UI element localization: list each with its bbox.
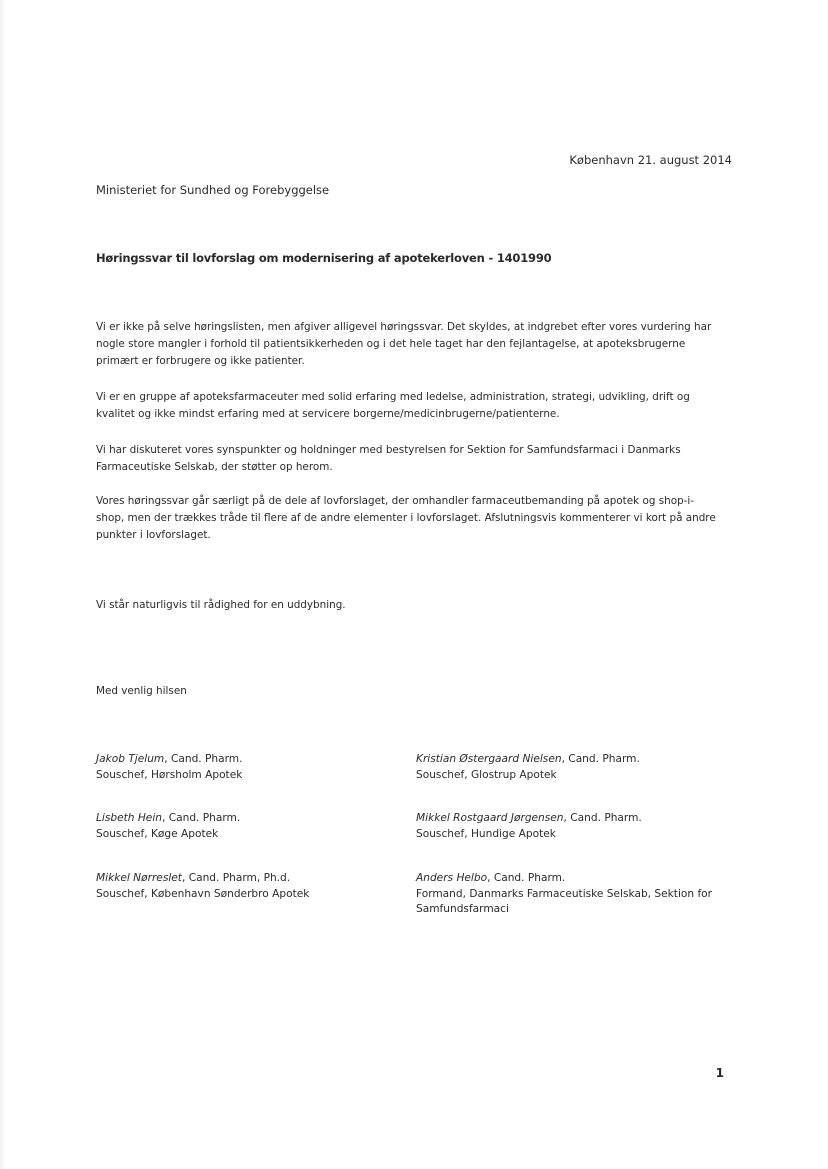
signatory-name: Anders Helbo: [416, 872, 488, 884]
signatory-role: Souschef, Hørsholm Apotek: [96, 768, 243, 781]
signatory-block: [416, 811, 721, 842]
signatory-name: Kristian Østergaard Nielsen: [416, 753, 562, 765]
body-paragraph: Vi er ikke på selve høringslisten, men afgiver alligevel høringssvar. Det skyldes, at indgrebet efter vores vurdering har nogle store mangler i forhold til patientsikkerheden og i det hele taget har den fejlantagelse, at apoteksbrugerne primært er forbrugere og ikke patienter.: [96, 321, 712, 367]
signatory-title: , Cand. Pharm, Ph.d.: [181, 872, 291, 884]
signatory-name-line: [416, 811, 721, 827]
signatory-name: Mikkel Rostgaard Jørgensen: [416, 812, 564, 824]
signatory-title: , Cand. Pharm.: [563, 812, 642, 824]
signatory-name: Jakob Tjelum: [96, 753, 165, 765]
signatory-name-line: [416, 871, 721, 887]
body-paragraph: Vi har diskuteret vores synspunkter og holdninger med bestyrelsen for Sektion for Samfundsfarmaci i Danmarks Farmaceutiske Selskab, der støtter op herom.: [96, 444, 681, 473]
signatory-role: Formand, Danmarks Farmaceutiske Selskab, Sektion for Samfundsfarmaci: [416, 887, 713, 915]
page-number: 1: [715, 1066, 724, 1080]
signatory-name-line: [96, 752, 426, 768]
signatory-block: [96, 871, 426, 902]
signatory-block: [96, 811, 426, 842]
signatory-name-line: [96, 871, 426, 887]
signatory-title: , Cand. Pharm.: [487, 872, 566, 884]
closing-greeting: Med venlig hilsen: [96, 685, 187, 697]
signatory-block: [416, 871, 721, 918]
signatory-title: , Cand. Pharm.: [164, 753, 243, 765]
scan-edge-shadow: [0, 0, 6, 1169]
signatory-role: Souschef, Hundige Apotek: [416, 827, 556, 840]
signatory-name: Mikkel Nørreslet: [96, 872, 182, 884]
signatory-title: , Cand. Pharm.: [561, 753, 640, 765]
signatory-role: Souschef, København Sønderbro Apotek: [96, 887, 310, 900]
signatory-name: Lisbeth Hein: [96, 812, 162, 824]
letter-date: København 21. august 2014: [569, 153, 732, 167]
body-paragraph: Vi står naturligvis til rådighed for en uddybning.: [96, 599, 346, 611]
signatory-role: Souschef, Glostrup Apotek: [416, 768, 557, 781]
signatory-name-line: [96, 811, 426, 827]
signatory-name-line: [416, 752, 721, 768]
signatory-role: Souschef, Køge Apotek: [96, 827, 219, 840]
signatory-block: [96, 752, 426, 783]
subject-line: Høringssvar til lovforslag om modernisering af apotekerloven - 1401990: [96, 251, 552, 265]
recipient: Ministeriet for Sundhed og Forebyggelse: [96, 183, 330, 197]
body-paragraph: Vi er en gruppe af apoteksfarmaceuter med solid erfaring med ledelse, administration, strategi, udvikling, drift og kvalitet og ikke mindst erfaring med at servicere borgerne/medicinbrugerne/patienterne.: [96, 391, 690, 420]
signatory-block: [416, 752, 721, 783]
signatory-title: , Cand. Pharm.: [161, 812, 241, 824]
body-paragraph: Vores høringssvar går særligt på de dele af lovforslaget, der omhandler farmaceutbemanding på apotek og shop-i-shop, men der trækkes tråde til flere af de andre elementer i lovforslaget. Afslutningsvis kommenterer vi kort på andre punkter i lovforslaget.: [96, 495, 716, 541]
